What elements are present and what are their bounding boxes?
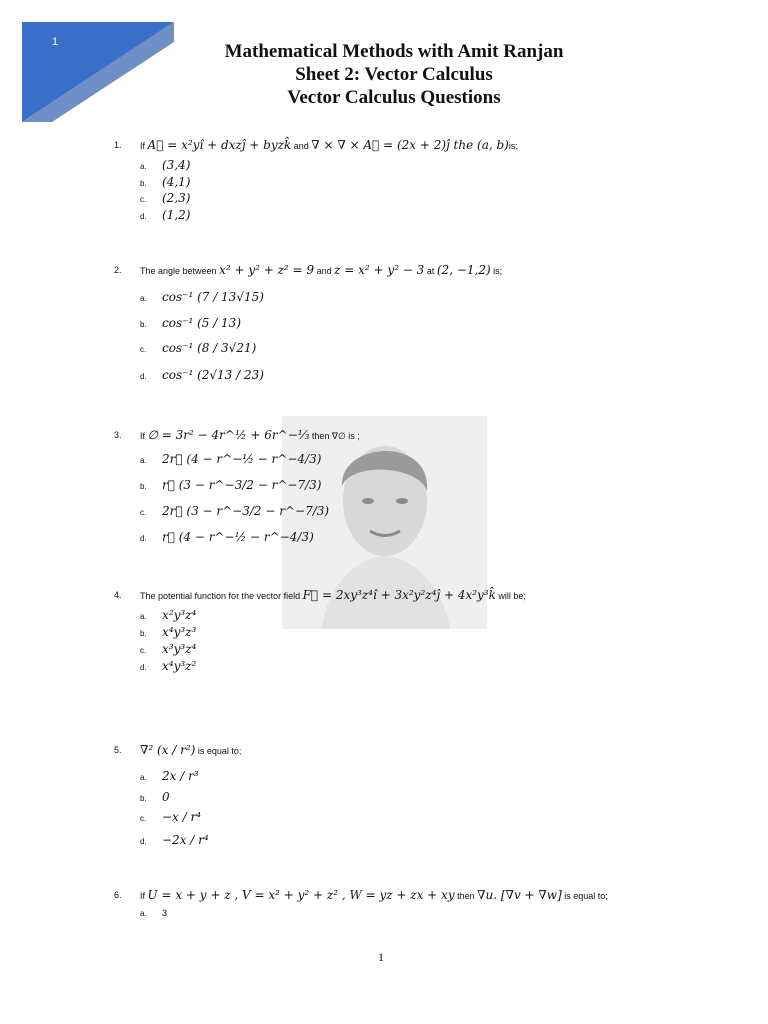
question-number: 1.	[114, 140, 122, 150]
option-a[interactable]	[140, 158, 190, 172]
option-label: d.	[140, 534, 147, 543]
option-d[interactable]	[140, 659, 196, 673]
title-line-3: Vector Calculus Questions	[287, 87, 501, 108]
question-number: 4.	[114, 590, 122, 600]
stem-text: The angle between	[140, 266, 217, 276]
option-label: a.	[140, 162, 147, 171]
option-a[interactable]	[140, 769, 199, 783]
option-label: d.	[140, 837, 147, 846]
stem-text: will be;	[498, 591, 526, 601]
stem-text: If	[140, 891, 146, 901]
option-value: cos⁻¹ (5 / 13)	[162, 316, 242, 330]
question-stem	[140, 263, 502, 277]
question-number: 5.	[114, 745, 122, 755]
option-value: 2x / r³	[162, 769, 199, 783]
question-stem	[140, 888, 608, 902]
option-c[interactable]	[140, 642, 196, 656]
stem-math: ∇² (x / r²)	[140, 743, 196, 757]
title-line-1: Mathematical Methods with Amit Ranjan	[224, 41, 564, 62]
option-value: 2r⃗ (4 − r^−½ − r^−4/3)	[162, 452, 322, 466]
option-label: a.	[140, 612, 147, 621]
stem-text: then ∇∅ is ;	[311, 431, 360, 441]
option-value: x⁴y³z³	[162, 625, 197, 639]
stem-text: and	[316, 266, 332, 276]
option-label: c.	[140, 508, 147, 517]
option-value: (4,1)	[162, 175, 191, 189]
stem-text: If	[140, 431, 146, 441]
question-number: 2.	[114, 265, 122, 275]
question-number: 6.	[114, 890, 122, 900]
option-label: b.	[140, 179, 147, 188]
option-value: cos⁻¹ (8 / 3√21)	[162, 341, 257, 355]
option-label: c.	[140, 345, 147, 354]
page-number: 1	[378, 950, 384, 964]
stem-text: is;	[493, 266, 503, 276]
option-c[interactable]	[140, 810, 201, 824]
option-b[interactable]	[140, 478, 321, 492]
option-label: b.	[140, 794, 147, 803]
option-value: (3,4)	[162, 158, 191, 172]
option-value: (2,3)	[162, 191, 191, 205]
stem-math: (2, −1,2)	[436, 263, 491, 277]
stem-math: U = x + y + z , V = x² + y² + z² , W = yz + zx + xy	[147, 888, 455, 902]
option-label: b.	[140, 320, 147, 329]
question-stem	[140, 588, 526, 602]
stem-text: then	[457, 891, 475, 901]
option-value: r⃗ (4 − r^−½ − r^−4/3)	[162, 530, 314, 544]
stem-math: z = x² + y² − 3	[334, 263, 425, 277]
option-value: x³y³z⁴	[162, 642, 197, 656]
option-b[interactable]	[140, 316, 241, 330]
option-label: d.	[140, 372, 147, 381]
option-c[interactable]	[140, 504, 329, 518]
option-b[interactable]	[140, 625, 196, 639]
stem-text: If	[140, 141, 146, 151]
title-block	[0, 40, 768, 109]
question-number: 3.	[114, 430, 122, 440]
question-stem	[140, 428, 360, 442]
option-d[interactable]	[140, 833, 209, 847]
option-value: x²y³z⁴	[162, 608, 197, 622]
option-label: a.	[140, 773, 147, 782]
option-c[interactable]	[140, 341, 256, 355]
stem-text: is;	[508, 141, 518, 151]
stem-text: is equal to;	[197, 746, 242, 756]
option-label: c.	[140, 814, 147, 823]
option-a[interactable]	[140, 908, 167, 918]
option-value: 2r⃗ (3 − r^−3/2 − r^−7/3)	[162, 504, 330, 518]
option-value: cos⁻¹ (7 / 13√15)	[162, 290, 264, 304]
stem-text: The potential function for the vector field	[140, 591, 301, 601]
option-b[interactable]	[140, 790, 170, 804]
option-label: a.	[140, 294, 147, 303]
stem-math: x² + y² + z² = 9	[219, 263, 315, 277]
option-value: (1,2)	[162, 208, 191, 222]
option-a[interactable]	[140, 290, 264, 304]
option-label: b.	[140, 629, 147, 638]
option-label: a.	[140, 456, 147, 465]
stem-text: and	[293, 141, 309, 151]
option-value: r⃗ (3 − r^−3/2 − r^−7/3)	[162, 478, 322, 492]
option-value: −2x / r⁴	[162, 833, 209, 847]
option-a[interactable]	[140, 452, 321, 466]
option-label: b.	[140, 482, 147, 491]
stem-math: A⃗ = x²yî + dxzĵ + byzk̂	[147, 138, 292, 152]
option-label: a.	[140, 909, 147, 918]
stem-math: ∇ × ∇ × A⃗ = (2x + 2)ĵ the (a, b)	[311, 138, 509, 152]
stem-math: ∇u. [∇v + ∇w]	[477, 888, 562, 902]
option-value: 0	[162, 790, 170, 804]
question-stem	[140, 743, 241, 757]
option-label: d.	[140, 212, 147, 221]
option-label: d.	[140, 663, 147, 672]
option-b[interactable]	[140, 175, 190, 189]
option-a[interactable]	[140, 608, 196, 622]
option-label: c.	[140, 646, 147, 655]
option-value: cos⁻¹ (2√13 / 23)	[162, 368, 264, 382]
option-c[interactable]	[140, 191, 190, 205]
option-value: 3	[162, 908, 168, 918]
stem-math: ∅ = 3r² − 4r^½ + 6r^−⅓	[147, 428, 310, 442]
stem-text: is equal to;	[564, 891, 608, 901]
option-value: x⁴y³z²	[162, 659, 197, 673]
question-stem	[140, 138, 518, 152]
option-label: c.	[140, 195, 147, 204]
option-d[interactable]	[140, 530, 314, 544]
option-d[interactable]	[140, 208, 190, 222]
title-line-2: Sheet 2: Vector Calculus	[295, 64, 493, 85]
page-badge: 1	[52, 36, 59, 48]
option-d[interactable]	[140, 368, 264, 382]
option-value: −x / r⁴	[162, 810, 202, 824]
stem-text: at	[426, 266, 435, 276]
stem-math: F⃗ = 2xy³z⁴î + 3x²y²z⁴ĵ + 4x²y³k̂	[302, 588, 496, 602]
